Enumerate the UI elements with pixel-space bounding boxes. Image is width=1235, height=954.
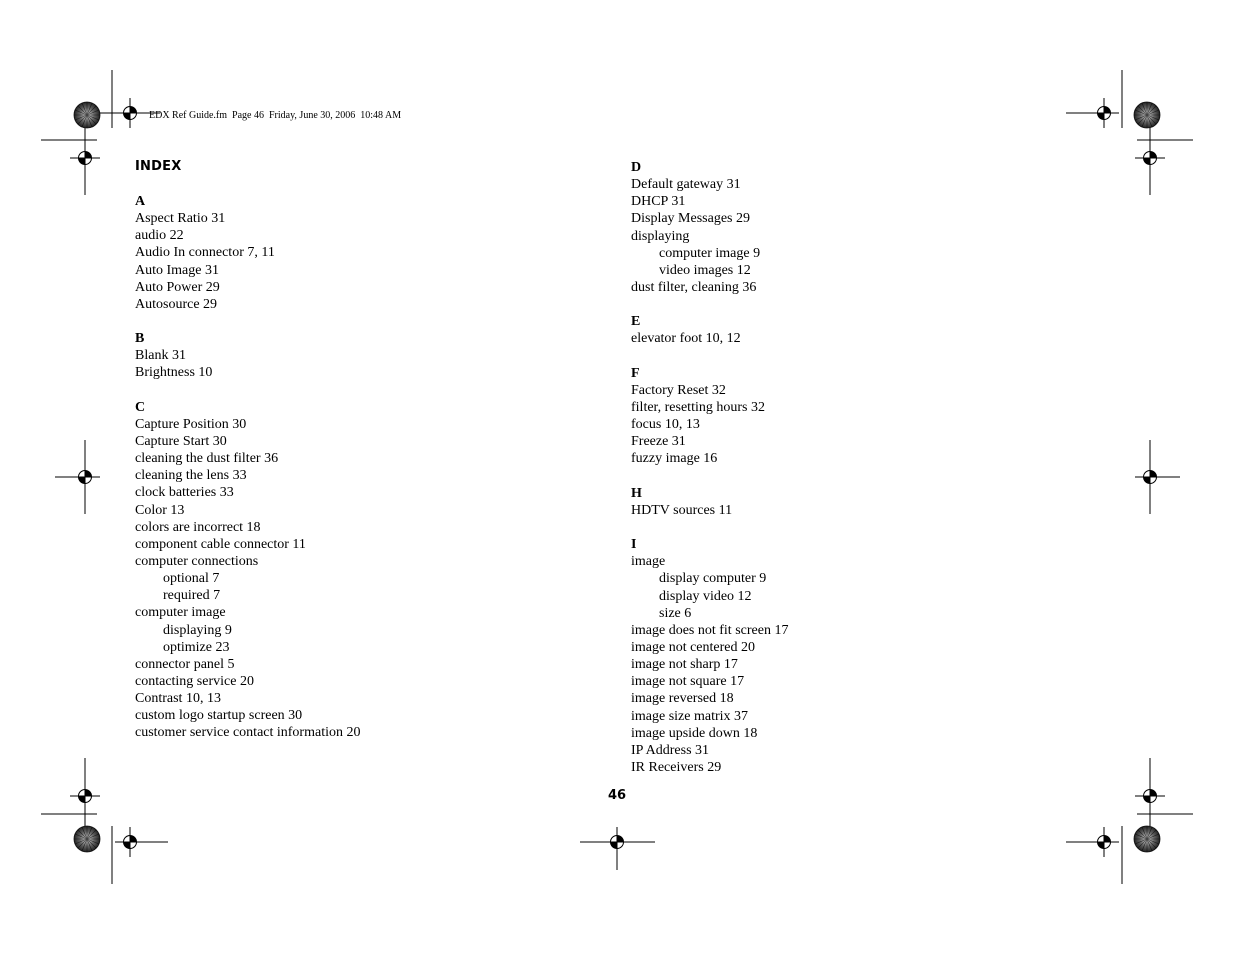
index-subentry: video images 12 bbox=[659, 262, 751, 278]
index-entry: image bbox=[631, 554, 666, 570]
index-entry: Capture Start 30 bbox=[135, 433, 227, 449]
index-entry: computer image bbox=[135, 605, 226, 621]
index-entry: image not sharp 17 bbox=[631, 657, 738, 673]
index-entry: dust filter, cleaning 36 bbox=[631, 279, 757, 295]
index-entry: Brightness 10 bbox=[135, 365, 213, 381]
index-entry: Capture Position 30 bbox=[135, 416, 247, 432]
index-entry: Audio In connector 7, 11 bbox=[135, 245, 275, 261]
index-subentry: optimize 23 bbox=[163, 639, 230, 655]
index-entry: Factory Reset 32 bbox=[631, 382, 726, 398]
index-letter-heading: C bbox=[135, 399, 146, 415]
index-letter-heading: F bbox=[631, 365, 640, 381]
index-entry: Contrast 10, 13 bbox=[135, 691, 221, 707]
index-entry: image upside down 18 bbox=[631, 725, 758, 741]
index-entry: Auto Image 31 bbox=[135, 262, 219, 278]
index-column-left bbox=[135, 193, 360, 759]
index-section bbox=[631, 313, 788, 347]
index-section bbox=[631, 485, 788, 519]
index-entry: Color 13 bbox=[135, 502, 185, 518]
index-entry: DHCP 31 bbox=[631, 194, 686, 210]
index-entry: IP Address 31 bbox=[631, 742, 710, 758]
index-subentry: display video 12 bbox=[659, 588, 752, 604]
index-entry: clock batteries 33 bbox=[135, 485, 234, 501]
index-entry: image not square 17 bbox=[631, 674, 745, 690]
index-entry: IR Receivers 29 bbox=[631, 759, 722, 775]
index-section bbox=[631, 159, 788, 296]
page-number: 46 bbox=[608, 788, 627, 803]
index-subentry: required 7 bbox=[163, 588, 221, 604]
index-entry: Default gateway 31 bbox=[631, 177, 741, 193]
index-subentry: optional 7 bbox=[163, 571, 220, 587]
index-letter-heading: D bbox=[631, 160, 642, 175]
index-entry: custom logo startup screen 30 bbox=[135, 708, 303, 724]
index-entry: connector panel 5 bbox=[135, 656, 235, 672]
index-letter-heading: E bbox=[631, 314, 641, 330]
index-entry: Auto Power 29 bbox=[135, 279, 220, 295]
index-entry: audio 22 bbox=[135, 228, 184, 244]
index-entry: component cable connector 11 bbox=[135, 536, 306, 552]
index-letter-heading: B bbox=[135, 331, 145, 347]
index-subentry: displaying 9 bbox=[163, 622, 232, 638]
index-letter-heading: H bbox=[631, 485, 642, 501]
index-entry: elevator foot 10, 12 bbox=[631, 331, 741, 347]
index-entry: cleaning the lens 33 bbox=[135, 468, 247, 484]
index-section bbox=[135, 330, 360, 381]
index-entry: fuzzy image 16 bbox=[631, 451, 718, 467]
index-entry: Autosource 29 bbox=[135, 296, 218, 312]
index-entry: computer connections bbox=[135, 553, 259, 569]
index-entry: focus 10, 13 bbox=[631, 417, 700, 433]
index-letter-heading: I bbox=[631, 537, 637, 553]
index-section bbox=[135, 193, 360, 313]
index-letter-heading: A bbox=[135, 194, 146, 209]
index-subentry: computer image 9 bbox=[659, 245, 761, 261]
running-head: EDX Ref Guide.fm Page 46 Friday, June 30, 2006 10:48 AM bbox=[149, 110, 402, 121]
index-entry: image not centered 20 bbox=[631, 639, 756, 655]
index-entry: contacting service 20 bbox=[135, 673, 254, 689]
index-entry: filter, resetting hours 32 bbox=[631, 399, 765, 415]
index-entry: Aspect Ratio 31 bbox=[135, 211, 226, 227]
index-subentry: display computer 9 bbox=[659, 571, 767, 587]
index-column-right bbox=[631, 159, 788, 793]
index-section bbox=[631, 536, 788, 776]
index-entry: image size matrix 37 bbox=[631, 708, 749, 724]
index-entry: customer service contact information 20 bbox=[135, 725, 361, 741]
index-entry: Freeze 31 bbox=[631, 434, 686, 450]
index-entry: image does not fit screen 17 bbox=[631, 622, 789, 638]
page-title: INDEX bbox=[135, 159, 182, 174]
index-section bbox=[135, 399, 360, 742]
index-subentry: size 6 bbox=[659, 605, 692, 621]
index-entry: Display Messages 29 bbox=[631, 211, 750, 227]
index-entry: Blank 31 bbox=[135, 348, 186, 364]
index-entry: HDTV sources 11 bbox=[631, 502, 733, 518]
index-section bbox=[631, 365, 788, 468]
index-entry: cleaning the dust filter 36 bbox=[135, 451, 279, 467]
index-entry: displaying bbox=[631, 228, 690, 244]
index-entry: image reversed 18 bbox=[631, 691, 734, 707]
index-entry: colors are incorrect 18 bbox=[135, 519, 261, 535]
